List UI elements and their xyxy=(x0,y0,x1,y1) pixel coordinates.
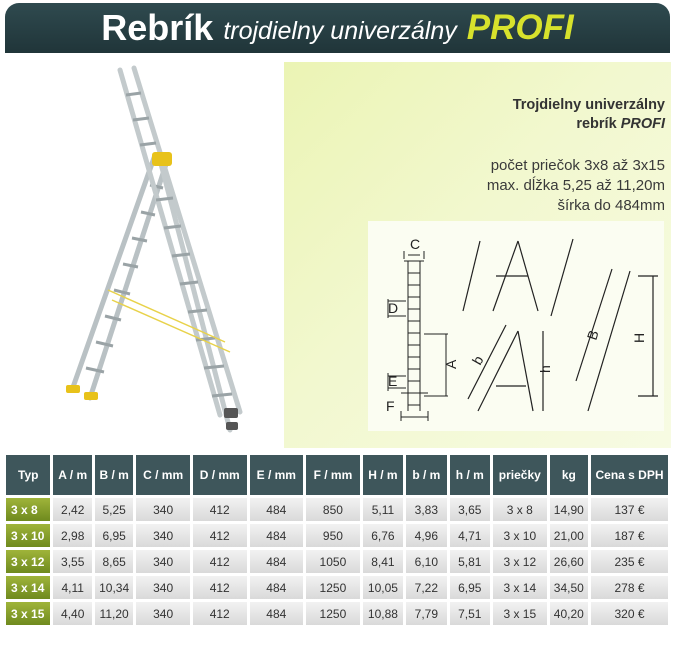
cell: 3 x 14 xyxy=(493,576,547,599)
cell-price: 235 € xyxy=(591,550,668,573)
cell-price: 137 € xyxy=(591,498,668,521)
spec-line: max. dĺžka 5,25 až 11,20m xyxy=(486,177,665,194)
diagram-label-e: E xyxy=(388,373,398,389)
cell: 5,81 xyxy=(450,550,490,573)
cell: 2,42 xyxy=(53,498,91,521)
diagram-label-b-small: b xyxy=(468,352,487,368)
ladder-image xyxy=(20,60,282,440)
cell: 6,95 xyxy=(450,576,490,599)
spec-table xyxy=(3,452,671,628)
cell: 6,76 xyxy=(363,524,403,547)
cell: 950 xyxy=(306,524,360,547)
description-title-italic: PROFI xyxy=(620,116,665,132)
cell: 3 x 10 xyxy=(493,524,547,547)
table-row xyxy=(6,602,668,625)
cell-price: 320 € xyxy=(591,602,668,625)
cell: 7,22 xyxy=(406,576,446,599)
cell: 21,00 xyxy=(550,524,588,547)
cell: 10,88 xyxy=(363,602,403,625)
table-row xyxy=(6,498,668,521)
description-title xyxy=(513,96,665,134)
description-title-plain: rebrík xyxy=(576,116,617,132)
cell: 7,79 xyxy=(406,602,446,625)
column-header: kg xyxy=(550,455,588,495)
cell: 484 xyxy=(250,524,304,547)
header-accent: PROFI xyxy=(466,8,574,47)
column-header: E / mm xyxy=(250,455,304,495)
cell: 484 xyxy=(250,576,304,599)
cell: 484 xyxy=(250,498,304,521)
cell: 5,25 xyxy=(95,498,133,521)
cell: 412 xyxy=(193,498,247,521)
cell: 340 xyxy=(136,602,190,625)
cell: 6,10 xyxy=(406,550,446,573)
cell: 3,55 xyxy=(53,550,91,573)
cell: 340 xyxy=(136,524,190,547)
column-header: F / mm xyxy=(306,455,360,495)
cell: 7,51 xyxy=(450,602,490,625)
cell: 34,50 xyxy=(550,576,588,599)
cell: 8,65 xyxy=(95,550,133,573)
cell: 484 xyxy=(250,602,304,625)
cell-typ: 3 x 10 xyxy=(6,524,50,547)
cell: 412 xyxy=(193,576,247,599)
table-row xyxy=(6,550,668,573)
diagram-label-h-large: H xyxy=(631,332,647,343)
cell-typ: 3 x 14 xyxy=(6,576,50,599)
cell: 40,20 xyxy=(550,602,588,625)
header-subtitle: trojdielny univerzálny xyxy=(223,16,457,45)
diagram-label-b-large: B xyxy=(583,328,602,342)
cell: 412 xyxy=(193,602,247,625)
cell: 1250 xyxy=(306,576,360,599)
cell: 11,20 xyxy=(95,602,133,625)
cell: 340 xyxy=(136,550,190,573)
cell: 10,34 xyxy=(95,576,133,599)
cell: 1250 xyxy=(306,602,360,625)
header-title: Rebrík xyxy=(101,7,214,48)
cell-price: 278 € xyxy=(591,576,668,599)
column-header: H / m xyxy=(363,455,403,495)
cell: 3 x 15 xyxy=(493,602,547,625)
cell: 4,11 xyxy=(53,576,91,599)
cell: 6,95 xyxy=(95,524,133,547)
column-header: D / mm xyxy=(193,455,247,495)
column-header: h / m xyxy=(450,455,490,495)
cell: 484 xyxy=(250,550,304,573)
cell: 4,71 xyxy=(450,524,490,547)
cell: 1050 xyxy=(306,550,360,573)
column-header: B / m xyxy=(95,455,133,495)
table-row xyxy=(6,524,668,547)
dimension-diagram xyxy=(368,221,664,431)
cell: 4,40 xyxy=(53,602,91,625)
diagram-label-f: F xyxy=(386,398,395,414)
column-header: C / mm xyxy=(136,455,190,495)
cell: 26,60 xyxy=(550,550,588,573)
spec-line: počet priečok 3x8 až 3x15 xyxy=(490,157,665,174)
cell: 14,90 xyxy=(550,498,588,521)
cell: 3,83 xyxy=(406,498,446,521)
cell: 8,41 xyxy=(363,550,403,573)
description-specs xyxy=(487,156,665,216)
cell: 3,65 xyxy=(450,498,490,521)
cell: 3 x 12 xyxy=(493,550,547,573)
cell: 850 xyxy=(306,498,360,521)
cell: 4,96 xyxy=(406,524,446,547)
cell: 5,11 xyxy=(363,498,403,521)
cell-price: 187 € xyxy=(591,524,668,547)
table-header-row xyxy=(6,455,668,495)
table-row xyxy=(6,576,668,599)
cell-typ: 3 x 15 xyxy=(6,602,50,625)
diagram-label-h-small: h xyxy=(537,365,553,373)
column-header: Cena s DPH xyxy=(591,455,668,495)
cell: 2,98 xyxy=(53,524,91,547)
cell-typ: 3 x 12 xyxy=(6,550,50,573)
cell: 412 xyxy=(193,524,247,547)
column-header: priečky xyxy=(493,455,547,495)
column-header: A / m xyxy=(53,455,91,495)
column-header: Typ xyxy=(6,455,50,495)
diagram-label-d: D xyxy=(388,300,399,316)
cell: 3 x 8 xyxy=(493,498,547,521)
diagram-label-c: C xyxy=(410,236,421,252)
diagram-label-a: A xyxy=(443,359,459,369)
description-title-line1: Trojdielny univerzálny xyxy=(512,97,665,113)
cell: 10,05 xyxy=(363,576,403,599)
cell-typ: 3 x 8 xyxy=(6,498,50,521)
page-header xyxy=(5,3,670,53)
cell: 412 xyxy=(193,550,247,573)
cell: 340 xyxy=(136,498,190,521)
spec-line: šírka do 484mm xyxy=(557,197,665,214)
cell: 340 xyxy=(136,576,190,599)
column-header: b / m xyxy=(406,455,446,495)
